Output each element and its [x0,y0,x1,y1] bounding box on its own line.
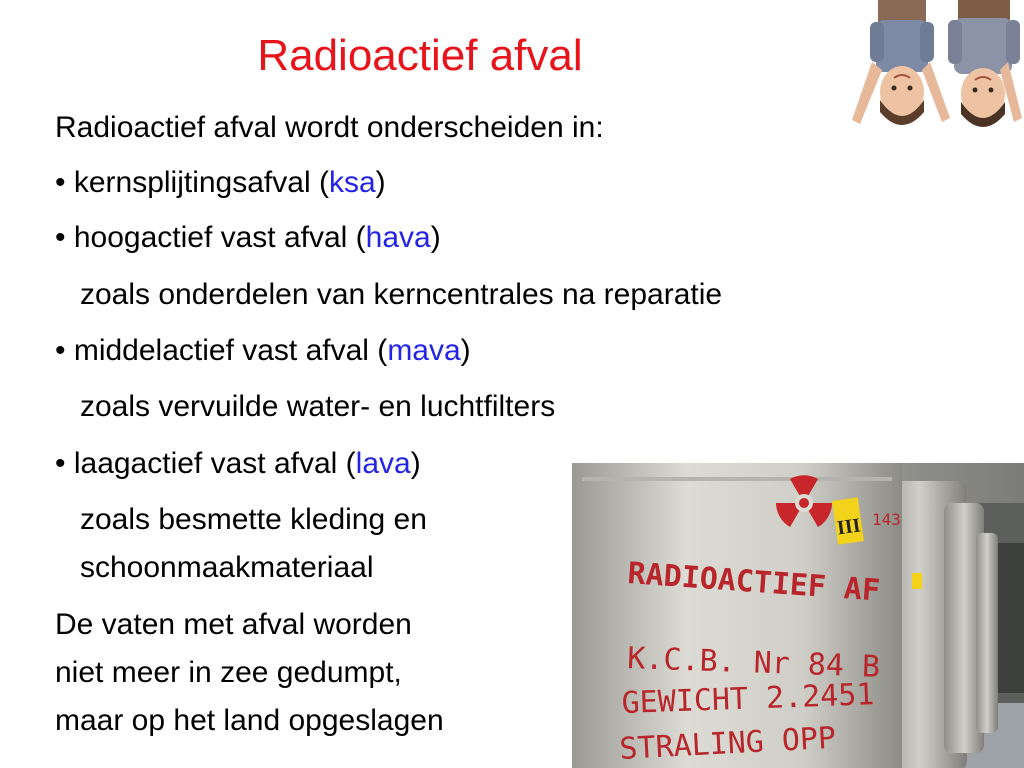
bullet-hava-close: ) [430,221,441,254]
barrels-photo [572,463,1024,768]
bullet-ksa [55,163,386,203]
bullet-lava-text: • laagactief vast afval ( [55,447,356,480]
conclusion-line-3: maar op het land opgeslagen [55,704,444,737]
abbr-hava: hava [365,221,431,254]
bullet-mava [55,331,471,371]
lava-example-1: zoals besmette kleding en [80,503,427,536]
conclusion-line-1: De vaten met afval worden [55,608,412,641]
intro-line: Radioactief afval wordt onderscheiden in: [55,111,604,144]
barrel-stencil-3: GEWICHT 2.2451 [621,677,876,721]
slide-title: Radioactief afval [257,31,583,80]
bullet-mava-close: ) [460,334,471,367]
figure-left [852,0,950,125]
figure-right [948,0,1022,127]
bullet-hava-text: • hoogactief vast afval ( [55,221,366,254]
hava-example: zoals onderdelen van kerncentrales na reparatie [80,278,723,311]
barrel-stencil-2: K.C.B. Nr 84 B [626,641,881,685]
abbr-lava: lava [355,447,411,480]
conclusion-line-2: niet meer in zee gedumpt, [55,656,402,689]
lava-example-2: schoonmaakmateriaal [80,551,374,584]
figures-illustration [842,0,1024,140]
barrel-tag-number: 143 [872,510,901,529]
bullet-lava-close: ) [410,447,421,480]
bullet-mava-text: • middelactief vast afval ( [55,334,388,367]
bullet-ksa-close: ) [375,166,386,199]
mava-example: zoals vervuilde water- en luchtfilters [80,390,556,423]
bullet-hava [55,218,441,258]
hazard-label-text: III [835,514,862,540]
abbr-mava: mava [387,334,461,367]
bullet-lava [55,444,421,484]
bullet-ksa-text: • kernsplijtingsafval ( [55,166,329,199]
barrel-stencil-4: STRALING OPP [618,720,837,767]
abbr-ksa: ksa [328,166,376,199]
barrel-stencil-1: RADIOACTIEF AF [626,556,882,609]
